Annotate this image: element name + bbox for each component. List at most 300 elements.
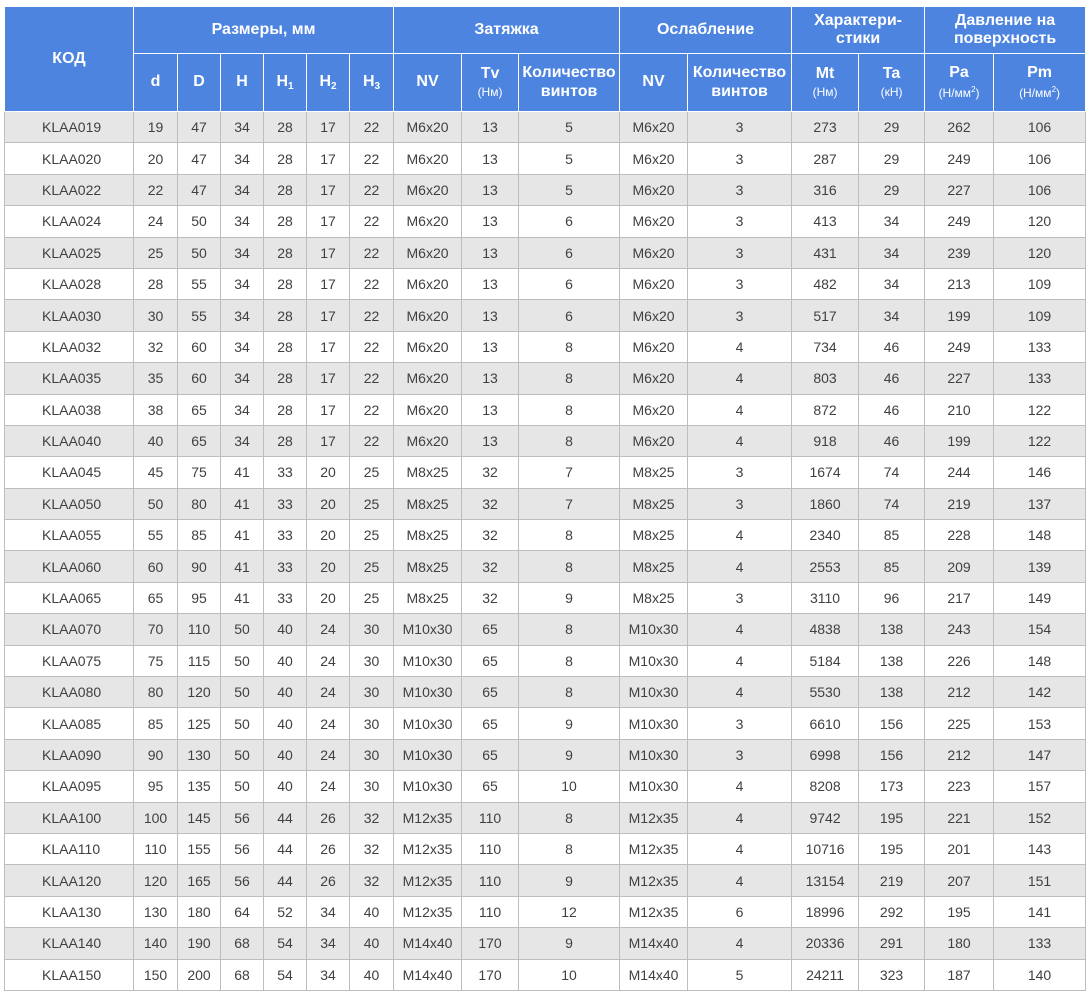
cell-H2: 20	[307, 582, 350, 613]
cell-d: 65	[134, 582, 178, 613]
cell-pm: 148	[994, 520, 1086, 551]
header-tightening: Затяжка	[394, 7, 620, 54]
cell-pa: 249	[925, 206, 994, 237]
cell-nv-loosening: M14x40	[620, 928, 688, 959]
cell-tv: 13	[462, 174, 519, 205]
cell-H1: 28	[264, 112, 307, 143]
cell-ta: 29	[859, 174, 925, 205]
cell-code: KLAA025	[5, 237, 134, 268]
cell-pm: 148	[994, 645, 1086, 676]
cell-pa: 195	[925, 896, 994, 927]
cell-screws-tightening: 9	[519, 708, 620, 739]
cell-pm: 157	[994, 771, 1086, 802]
cell-d: 140	[134, 928, 178, 959]
cell-ta: 29	[859, 143, 925, 174]
header-tv-label: Tv	[480, 65, 500, 83]
cell-d: 70	[134, 614, 178, 645]
cell-nv-tightening: M8x25	[394, 457, 462, 488]
cell-code: KLAA060	[5, 551, 134, 582]
table-header	[5, 7, 1086, 112]
header-H1-letter: H	[276, 72, 288, 90]
header-ta-label: Ta	[882, 65, 901, 83]
cell-nv-loosening: M8x25	[620, 582, 688, 613]
cell-H: 50	[221, 739, 264, 770]
cell-H: 50	[221, 708, 264, 739]
cell-D: 55	[178, 300, 221, 331]
cell-ta: 291	[859, 928, 925, 959]
table-row	[5, 457, 1086, 488]
table-row	[5, 363, 1086, 394]
header-H3-letter: H	[362, 72, 375, 90]
cell-code: KLAA035	[5, 363, 134, 394]
cell-tv: 13	[462, 331, 519, 362]
header-H2-sub: 2	[331, 80, 337, 92]
cell-tv: 110	[462, 865, 519, 896]
cell-H: 41	[221, 582, 264, 613]
header-H3	[350, 54, 394, 112]
cell-screws-tightening: 8	[519, 394, 620, 425]
cell-pm: 142	[994, 677, 1086, 708]
cell-pm: 109	[994, 268, 1086, 299]
cell-nv-tightening: M14x40	[394, 959, 462, 990]
header-pa-unit-sup: 2	[971, 84, 976, 94]
cell-H2: 24	[307, 739, 350, 770]
cell-mt: 20336	[792, 928, 859, 959]
cell-nv-tightening: M12x35	[394, 802, 462, 833]
cell-D: 120	[178, 677, 221, 708]
header-H1-sub: 1	[288, 80, 294, 92]
cell-code: KLAA110	[5, 833, 134, 864]
cell-code: KLAA032	[5, 331, 134, 362]
header-pm-unit-sup: 2	[1051, 84, 1057, 94]
cell-pa: 262	[925, 112, 994, 143]
cell-screws-loosening: 3	[688, 582, 792, 613]
cell-code: KLAA130	[5, 896, 134, 927]
cell-H3: 40	[350, 896, 394, 927]
cell-mt: 9742	[792, 802, 859, 833]
cell-ta: 46	[859, 363, 925, 394]
cell-nv-loosening: M6x20	[620, 300, 688, 331]
cell-ta: 156	[859, 739, 925, 770]
cell-screws-loosening: 3	[688, 457, 792, 488]
cell-ta: 138	[859, 677, 925, 708]
cell-H: 34	[221, 425, 264, 456]
cell-H3: 30	[350, 739, 394, 770]
cell-H: 34	[221, 300, 264, 331]
cell-H1: 28	[264, 300, 307, 331]
cell-code: KLAA090	[5, 739, 134, 770]
cell-ta: 29	[859, 112, 925, 143]
cell-H: 34	[221, 206, 264, 237]
cell-screws-loosening: 4	[688, 802, 792, 833]
cell-H: 56	[221, 865, 264, 896]
cell-mt: 273	[792, 112, 859, 143]
cell-nv-tightening: M6x20	[394, 143, 462, 174]
cell-H: 56	[221, 802, 264, 833]
table-row	[5, 425, 1086, 456]
cell-pa: 249	[925, 143, 994, 174]
cell-mt: 6610	[792, 708, 859, 739]
cell-H1: 33	[264, 551, 307, 582]
cell-nv-tightening: M14x40	[394, 928, 462, 959]
cell-D: 85	[178, 520, 221, 551]
cell-pa: 227	[925, 363, 994, 394]
cell-H2: 20	[307, 520, 350, 551]
cell-H: 68	[221, 928, 264, 959]
cell-H2: 17	[307, 425, 350, 456]
cell-nv-tightening: M8x25	[394, 582, 462, 613]
cell-screws-tightening: 6	[519, 268, 620, 299]
cell-H2: 34	[307, 959, 350, 990]
cell-pm: 141	[994, 896, 1086, 927]
cell-tv: 170	[462, 959, 519, 990]
cell-pm: 120	[994, 206, 1086, 237]
header-loosening: Ослабление	[620, 7, 792, 54]
cell-pm: 120	[994, 237, 1086, 268]
cell-pa: 187	[925, 959, 994, 990]
cell-D: 115	[178, 645, 221, 676]
cell-screws-tightening: 5	[519, 174, 620, 205]
cell-pm: 122	[994, 394, 1086, 425]
cell-pa: 225	[925, 708, 994, 739]
cell-H: 41	[221, 457, 264, 488]
cell-H: 34	[221, 394, 264, 425]
cell-pa: 180	[925, 928, 994, 959]
cell-screws-tightening: 10	[519, 771, 620, 802]
cell-screws-tightening: 6	[519, 300, 620, 331]
cell-screws-tightening: 5	[519, 143, 620, 174]
header-H2	[307, 54, 350, 112]
cell-nv-loosening: M8x25	[620, 520, 688, 551]
cell-ta: 85	[859, 551, 925, 582]
cell-code: KLAA075	[5, 645, 134, 676]
table-row	[5, 551, 1086, 582]
cell-D: 47	[178, 143, 221, 174]
cell-code: KLAA070	[5, 614, 134, 645]
cell-tv: 110	[462, 802, 519, 833]
cell-D: 200	[178, 959, 221, 990]
cell-pa: 221	[925, 802, 994, 833]
table-body	[5, 112, 1086, 991]
table-row	[5, 739, 1086, 770]
cell-pm: 133	[994, 928, 1086, 959]
cell-H2: 20	[307, 488, 350, 519]
header-pm	[994, 54, 1086, 112]
cell-nv-tightening: M10x30	[394, 708, 462, 739]
cell-nv-loosening: M10x30	[620, 771, 688, 802]
table-row	[5, 112, 1086, 143]
cell-screws-loosening: 5	[688, 959, 792, 990]
cell-d: 120	[134, 865, 178, 896]
cell-H3: 22	[350, 268, 394, 299]
cell-screws-loosening: 3	[688, 112, 792, 143]
cell-code: KLAA095	[5, 771, 134, 802]
table-row	[5, 300, 1086, 331]
header-H3-sub: 3	[374, 80, 381, 92]
cell-ta: 156	[859, 708, 925, 739]
header-pm-unit-end: )	[1056, 85, 1061, 100]
cell-nv-tightening: M12x35	[394, 833, 462, 864]
cell-ta: 34	[859, 206, 925, 237]
cell-D: 155	[178, 833, 221, 864]
cell-pm: 106	[994, 174, 1086, 205]
cell-mt: 482	[792, 268, 859, 299]
cell-code: KLAA050	[5, 488, 134, 519]
cell-d: 110	[134, 833, 178, 864]
header-pa-label: Pa	[949, 64, 969, 82]
header-pm-unit-text: (Н/мм	[1019, 85, 1052, 100]
cell-pm: 146	[994, 457, 1086, 488]
cell-nv-loosening: M12x35	[620, 802, 688, 833]
cell-H2: 24	[307, 677, 350, 708]
cell-code: KLAA038	[5, 394, 134, 425]
cell-screws-tightening: 9	[519, 739, 620, 770]
cell-nv-tightening: M10x30	[394, 645, 462, 676]
cell-screws-loosening: 4	[688, 645, 792, 676]
cell-D: 110	[178, 614, 221, 645]
cell-d: 75	[134, 645, 178, 676]
cell-tv: 65	[462, 739, 519, 770]
cell-screws-tightening: 8	[519, 677, 620, 708]
cell-code: KLAA080	[5, 677, 134, 708]
cell-nv-loosening: M10x30	[620, 645, 688, 676]
cell-H1: 44	[264, 802, 307, 833]
cell-H: 34	[221, 363, 264, 394]
cell-d: 35	[134, 363, 178, 394]
header-ta-unit: (кН)	[880, 84, 903, 99]
cell-pa: 244	[925, 457, 994, 488]
cell-H3: 25	[350, 551, 394, 582]
cell-H2: 17	[307, 331, 350, 362]
cell-mt: 431	[792, 237, 859, 268]
cell-pm: 133	[994, 363, 1086, 394]
cell-nv-loosening: M14x40	[620, 959, 688, 990]
cell-H3: 32	[350, 865, 394, 896]
cell-d: 25	[134, 237, 178, 268]
header-pm-unit	[994, 85, 1085, 101]
cell-D: 75	[178, 457, 221, 488]
cell-pm: 154	[994, 614, 1086, 645]
cell-mt: 872	[792, 394, 859, 425]
cell-screws-loosening: 4	[688, 614, 792, 645]
cell-screws-loosening: 4	[688, 928, 792, 959]
cell-H2: 17	[307, 363, 350, 394]
cell-pa: 217	[925, 582, 994, 613]
cell-pa: 207	[925, 865, 994, 896]
cell-H3: 25	[350, 520, 394, 551]
cell-screws-loosening: 3	[688, 488, 792, 519]
cell-H2: 17	[307, 268, 350, 299]
cell-pa: 228	[925, 520, 994, 551]
cell-screws-loosening: 6	[688, 896, 792, 927]
cell-H2: 24	[307, 614, 350, 645]
cell-H1: 40	[264, 614, 307, 645]
cell-nv-loosening: M6x20	[620, 363, 688, 394]
cell-screws-loosening: 3	[688, 268, 792, 299]
cell-tv: 13	[462, 143, 519, 174]
cell-H2: 26	[307, 865, 350, 896]
header-code: КОД	[5, 7, 134, 112]
cell-screws-tightening: 9	[519, 865, 620, 896]
cell-D: 145	[178, 802, 221, 833]
table-row	[5, 206, 1086, 237]
cell-H1: 28	[264, 143, 307, 174]
cell-ta: 96	[859, 582, 925, 613]
cell-ta: 34	[859, 268, 925, 299]
cell-screws-tightening: 9	[519, 582, 620, 613]
cell-tv: 32	[462, 457, 519, 488]
cell-ta: 34	[859, 237, 925, 268]
cell-pa: 243	[925, 614, 994, 645]
cell-pm: 133	[994, 331, 1086, 362]
cell-D: 180	[178, 896, 221, 927]
header-tv	[462, 54, 519, 112]
cell-H3: 22	[350, 143, 394, 174]
cell-tv: 13	[462, 206, 519, 237]
cell-ta: 46	[859, 331, 925, 362]
cell-screws-tightening: 10	[519, 959, 620, 990]
cell-pa: 249	[925, 331, 994, 362]
cell-nv-tightening: M6x20	[394, 363, 462, 394]
cell-H3: 22	[350, 394, 394, 425]
cell-screws-loosening: 4	[688, 865, 792, 896]
cell-screws-tightening: 12	[519, 896, 620, 927]
cell-nv-tightening: M10x30	[394, 677, 462, 708]
cell-H2: 26	[307, 802, 350, 833]
cell-nv-tightening: M8x25	[394, 488, 462, 519]
cell-nv-loosening: M8x25	[620, 457, 688, 488]
cell-code: KLAA019	[5, 112, 134, 143]
cell-H1: 28	[264, 237, 307, 268]
cell-H3: 40	[350, 928, 394, 959]
cell-mt: 18996	[792, 896, 859, 927]
cell-H1: 54	[264, 959, 307, 990]
table-row	[5, 959, 1086, 990]
table-row	[5, 645, 1086, 676]
cell-ta: 85	[859, 520, 925, 551]
cell-nv-tightening: M6x20	[394, 112, 462, 143]
cell-pa: 199	[925, 425, 994, 456]
cell-nv-loosening: M6x20	[620, 268, 688, 299]
cell-nv-tightening: M6x20	[394, 300, 462, 331]
cell-pm: 139	[994, 551, 1086, 582]
cell-ta: 292	[859, 896, 925, 927]
cell-code: KLAA085	[5, 708, 134, 739]
cell-screws-tightening: 7	[519, 488, 620, 519]
header-surface-pressure: Давление на поверхность	[925, 7, 1086, 54]
cell-mt: 2340	[792, 520, 859, 551]
cell-H1: 44	[264, 833, 307, 864]
header-screws-loosening: Количество винтов	[688, 54, 792, 112]
cell-H1: 40	[264, 739, 307, 770]
cell-screws-loosening: 3	[688, 300, 792, 331]
cell-pa: 209	[925, 551, 994, 582]
cell-H3: 22	[350, 112, 394, 143]
cell-H1: 40	[264, 771, 307, 802]
cell-nv-loosening: M12x35	[620, 833, 688, 864]
cell-D: 125	[178, 708, 221, 739]
cell-D: 165	[178, 865, 221, 896]
cell-screws-loosening: 4	[688, 363, 792, 394]
cell-H1: 28	[264, 174, 307, 205]
cell-screws-loosening: 4	[688, 677, 792, 708]
cell-nv-loosening: M10x30	[620, 708, 688, 739]
cell-screws-tightening: 8	[519, 363, 620, 394]
cell-H2: 24	[307, 708, 350, 739]
cell-nv-loosening: M6x20	[620, 394, 688, 425]
cell-H1: 54	[264, 928, 307, 959]
cell-ta: 34	[859, 300, 925, 331]
cell-tv: 13	[462, 425, 519, 456]
cell-screws-tightening: 8	[519, 331, 620, 362]
cell-H3: 30	[350, 771, 394, 802]
table-row	[5, 394, 1086, 425]
cell-d: 45	[134, 457, 178, 488]
table-row	[5, 833, 1086, 864]
cell-H2: 20	[307, 551, 350, 582]
cell-screws-loosening: 3	[688, 708, 792, 739]
cell-ta: 195	[859, 833, 925, 864]
cell-D: 60	[178, 363, 221, 394]
cell-H: 50	[221, 645, 264, 676]
cell-nv-tightening: M8x25	[394, 520, 462, 551]
cell-tv: 13	[462, 363, 519, 394]
cell-screws-tightening: 8	[519, 551, 620, 582]
cell-H3: 32	[350, 833, 394, 864]
cell-d: 150	[134, 959, 178, 990]
header-H1	[264, 54, 307, 112]
cell-H: 34	[221, 237, 264, 268]
cell-H2: 17	[307, 112, 350, 143]
cell-H1: 28	[264, 206, 307, 237]
cell-ta: 138	[859, 645, 925, 676]
cell-H3: 22	[350, 206, 394, 237]
cell-tv: 65	[462, 614, 519, 645]
cell-pa: 223	[925, 771, 994, 802]
cell-code: KLAA140	[5, 928, 134, 959]
cell-code: KLAA022	[5, 174, 134, 205]
cell-mt: 287	[792, 143, 859, 174]
cell-mt: 517	[792, 300, 859, 331]
cell-H2: 34	[307, 928, 350, 959]
cell-mt: 10716	[792, 833, 859, 864]
header-nv-tightening: NV	[394, 54, 462, 112]
table-row	[5, 268, 1086, 299]
cell-H: 34	[221, 268, 264, 299]
cell-mt: 8208	[792, 771, 859, 802]
header-dimensions: Размеры, мм	[134, 7, 394, 54]
cell-d: 95	[134, 771, 178, 802]
cell-D: 95	[178, 582, 221, 613]
cell-screws-loosening: 4	[688, 520, 792, 551]
table-row	[5, 708, 1086, 739]
cell-mt: 413	[792, 206, 859, 237]
cell-D: 80	[178, 488, 221, 519]
cell-D: 130	[178, 739, 221, 770]
cell-screws-loosening: 4	[688, 551, 792, 582]
cell-ta: 219	[859, 865, 925, 896]
cell-nv-loosening: M6x20	[620, 206, 688, 237]
cell-pa: 199	[925, 300, 994, 331]
cell-nv-tightening: M6x20	[394, 206, 462, 237]
cell-nv-tightening: M6x20	[394, 331, 462, 362]
header-mt-unit: (Нм)	[812, 84, 838, 99]
cell-H: 34	[221, 174, 264, 205]
cell-H1: 28	[264, 394, 307, 425]
cell-ta: 46	[859, 425, 925, 456]
cell-H2: 17	[307, 237, 350, 268]
cell-D: 190	[178, 928, 221, 959]
